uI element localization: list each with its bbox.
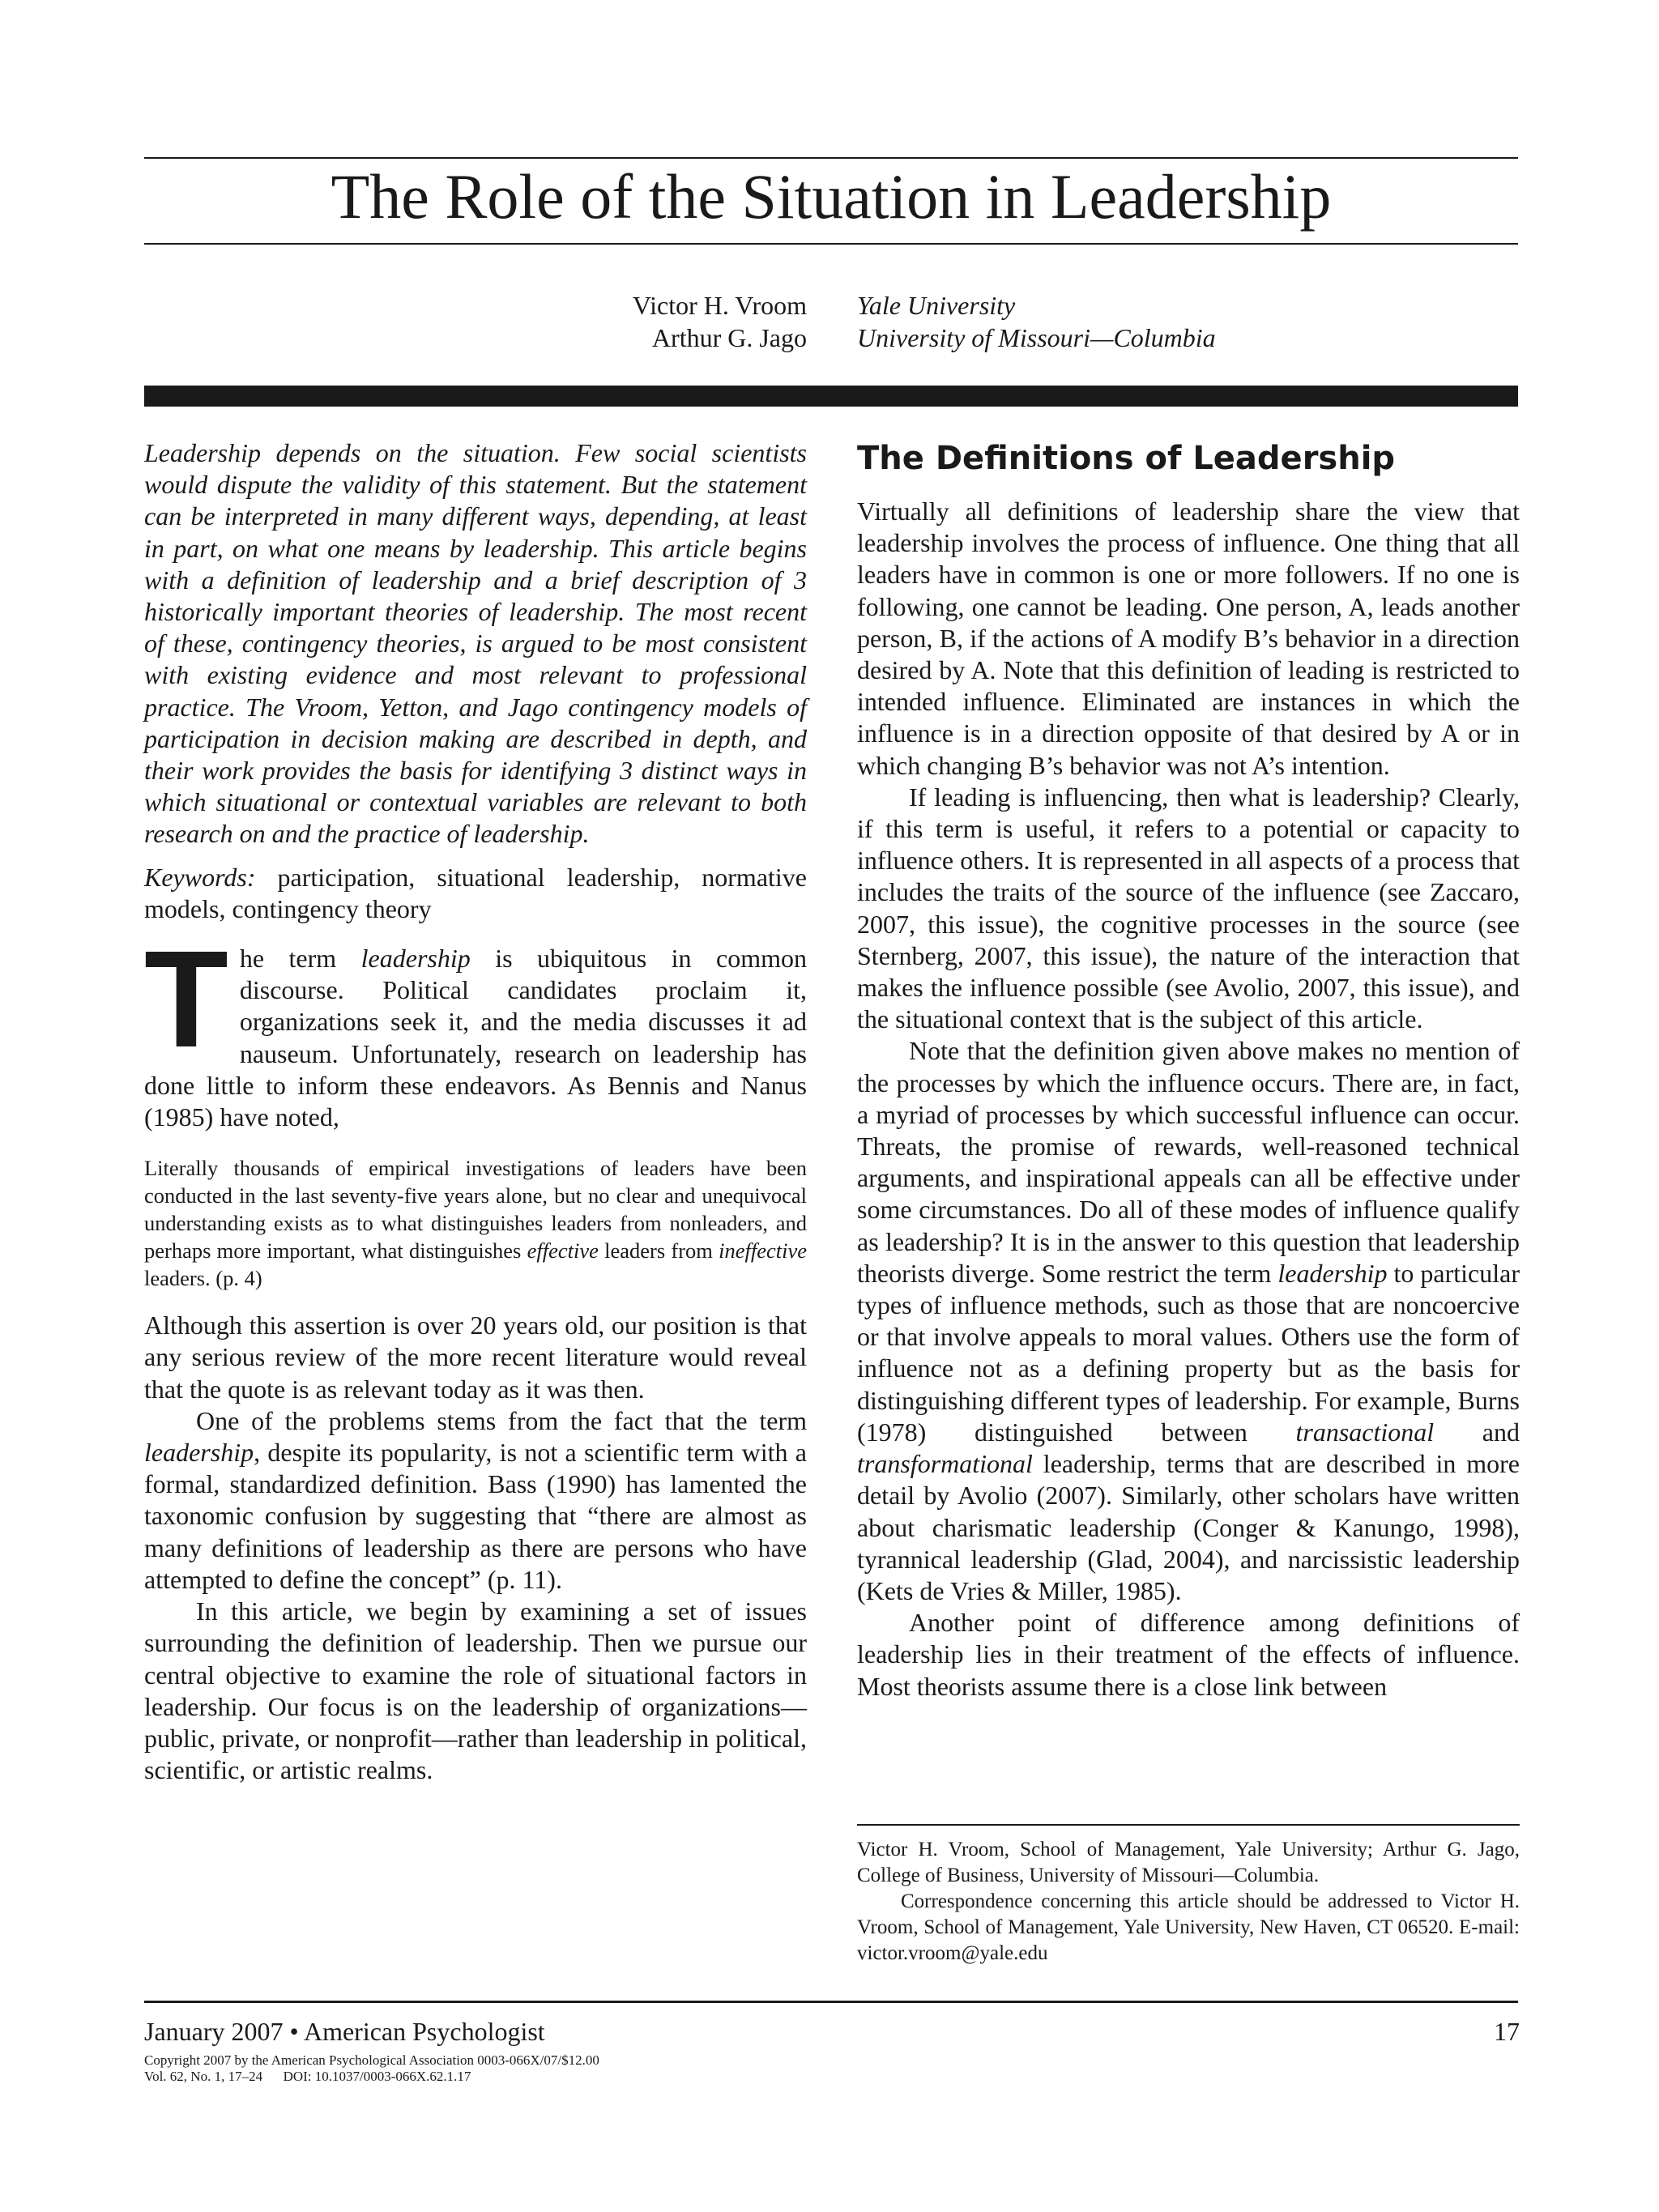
- section-heading: The Definitions of Leadership: [857, 440, 1396, 477]
- author-affiliation-2: University of Missouri—Columbia: [857, 323, 1216, 352]
- author-name-2: Arthur G. Jago: [651, 323, 807, 352]
- title-bottom-rule: [144, 243, 1518, 245]
- header-thick-bar: [144, 386, 1518, 407]
- copyright-line: Copyright 2007 by the American Psychological Association 0003-066X/07/$12.00: [144, 2052, 599, 2068]
- footnote-rule: [857, 1824, 1520, 1826]
- author-footnote: [857, 1837, 1520, 1967]
- volume-doi-line: Vol. 62, No. 1, 17–24 DOI: 10.1037/0003-066X.62.1.17: [144, 2069, 471, 2084]
- footnote-correspondence: Correspondence concerning this article should be addressed to Victor H. Vroom, School of Management, Yale University, New Haven, CT 06520. E-mail: victor.vroom@yale.edu: [857, 1890, 1520, 1964]
- drop-cap: T: [144, 923, 228, 1077]
- title-top-rule: [144, 157, 1518, 159]
- page-number: 17: [1494, 2017, 1520, 2046]
- definitions-paragraph-1: Virtually all definitions of leadership share the view that leadership involves the process of influence. One thing that all leaders have in common is one or more followers. If no one is following, one cannot be leading. One person, A, leads another person, B, if the actions of A modify B’s behavior in a direction desired by A. Note that this definition of leading is restricted to intended influence. Eliminated are instances in which the influence is in a direction opposite of that desired by A or in which changing B’s behavior was not A’s intention.: [857, 497, 1520, 780]
- definitions-paragraph-2: If leading is influencing, then what is leadership? Clearly, if this term is useful, it refers to a potential or capacity to influence others. It is represented in all aspects of a process that includes the traits of the source of the influence (see Zaccaro, 2007, this issue), the cognitive processes in the source (see Sternberg, 2007, this issue), the nature of the interaction that makes the influence possible (see Avolio, 2007, this issue), and the situational context that is the subject of this article.: [857, 782, 1520, 1034]
- left-column: [144, 437, 807, 1786]
- author-name-1: Victor H. Vroom: [632, 291, 807, 320]
- intro-paragraph-4: In this article, we begin by examining a set of issues surrounding the definition of leadership. Then we pursue our central objective to examine the role of situational factors in leadership. Our focus is on the leadership of organizations—public, private, or nonprofit—rather than leadership in political, scientific, or artistic realms.: [144, 1596, 807, 1785]
- definitions-paragraph-4: Another point of difference among definitions of leadership lies in their treatment of the effects of influence. Most theorists assume there is a close link between: [857, 1608, 1520, 1701]
- intro-paragraph-2: Although this assertion is over 20 years old, our position is that any serious review of the more recent literature would reveal that the quote is as relevant today as it was then.: [144, 1311, 807, 1404]
- abstract: Leadership depends on the situation. Few social scientists would dispute the validity of this statement. But the statement can be interpreted in many different ways, depending, at least in part, on what one means by leadership. This article begins with a definition of leadership and a brief description of 3 historically important theories of leadership. The most recent of these, contingency theories, is argued to be most consistent with existing evidence and most relevant to professional practice. The Vroom, Yetton, and Jago contingency models of participation in decision making are described in depth, and their work provides the basis for identifying 3 distinct ways in which situational or contextual variables are relevant to both research on and the practice of leadership.: [144, 438, 807, 849]
- block-quote: Literally thousands of empirical investigations of leaders have been conducted in the last seventy-five years alone, but no clear and unequivocal understanding exists as to what distinguishes leaders from nonleaders, and perhaps more important, what distinguishes effective leaders from ineffective leaders. (p. 4): [144, 1156, 807, 1291]
- right-column: [857, 437, 1520, 1703]
- definitions-paragraph-3: Note that the definition given above makes no mention of the processes by which the influence occurs. There are, in fact, a myriad of processes by which successful influence can occur. Threats, the promise of rewards, well-reasoned technical arguments, and inspirational appeals can all be effective under some circumstances. Do all of these modes of influence qualify as leadership? It is in the answer to this question that leadership theorists diverge. Some restrict the term leadership to particular types of influence methods, such as those that are noncoercive or that involve appeals to moral values. Others use the form of influence not as a defining property but as the basis for distinguishing different types of leadership. For example, Burns (1978) distinguished between transactional and transformational leadership, terms that are described in more detail by Avolio (2007). Similarly, other scholars have written about charismatic leadership (Conger & Kanungo, 1998), tyrannical leadership (Glad, 2004), and narcissistic leadership (Kets de Vries & Miller, 1985).: [857, 1036, 1520, 1605]
- author-affiliation-1: Yale University: [857, 291, 1016, 320]
- keywords: [144, 862, 807, 925]
- keywords-label: Keywords:: [144, 862, 256, 892]
- footer-rule: [144, 2001, 1518, 2003]
- intro-paragraph-3: One of the problems stems from the fact that the term leadership, despite its popularity, is not a scientific term with a formal, standardized definition. Bass (1990) has lamented the taxonomic confusion by suggesting that “there are almost as many definitions of leadership as there are persons who have attempted to define the concept” (p. 11).: [144, 1405, 807, 1594]
- intro-paragraph-1: The term leadership is ubiquitous in common discourse. Political candidates proclaim it, organizations seek it, and the media discusses it ad nauseum. Unfortunately, research on leadership has done little to inform these endeavors. As Bennis and Nanus (1985) have noted,: [144, 923, 808, 1132]
- footer-journal-info: January 2007 • American Psychologist: [144, 2017, 545, 2046]
- article-title: The Role of the Situation in Leadership: [331, 161, 1332, 232]
- footnote-affiliations: Victor H. Vroom, School of Management, Yale University; Arthur G. Jago, College of Business, University of Missouri—Columbia.: [857, 1839, 1520, 1886]
- keywords-text: participation, situational leadership, normative models, contingency theory: [144, 862, 808, 923]
